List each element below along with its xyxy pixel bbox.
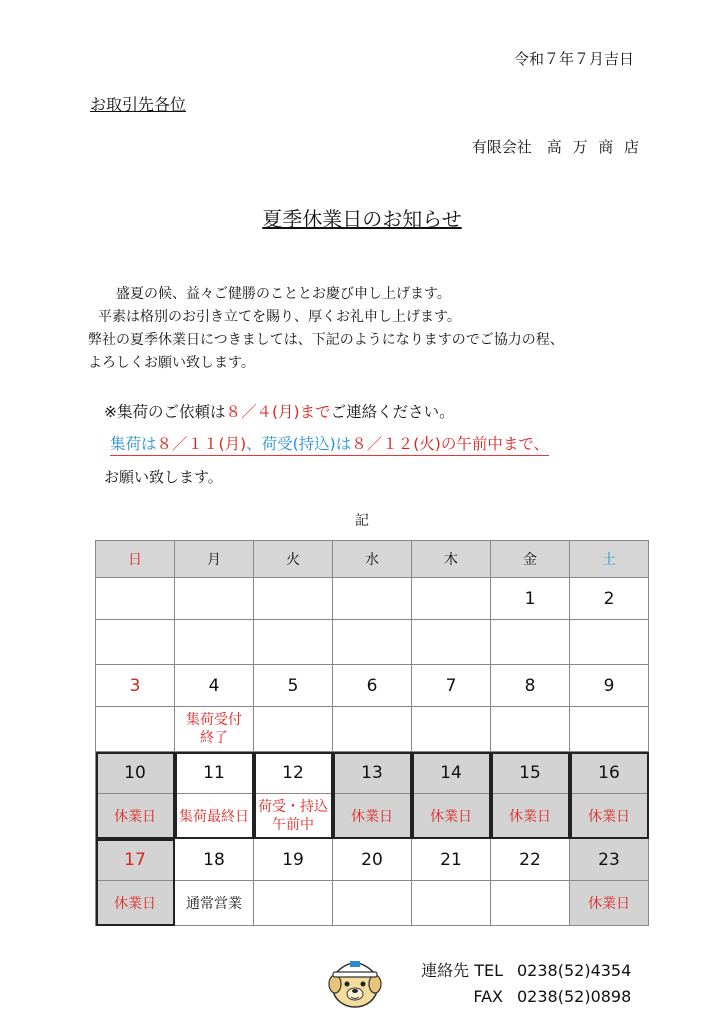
calendar-day-label [333, 620, 412, 665]
recipient: お取引先各位 [90, 95, 187, 114]
closing-note: お願い致します。 [104, 468, 223, 486]
weekday-header: 金 [491, 541, 570, 578]
calendar-day-label [412, 707, 491, 752]
calendar-day-label: 休業日 [96, 881, 175, 926]
calendar-day: 8 [491, 665, 570, 707]
calendar-day: 7 [412, 665, 491, 707]
calendar-day-label [570, 707, 649, 752]
mascot-icon [325, 950, 385, 1010]
fax-label: FAX [473, 987, 503, 1006]
calendar-day: 12 [254, 752, 333, 794]
weekday-header: 水 [333, 541, 412, 578]
calendar-day: 10 [96, 752, 175, 794]
holiday-calendar [95, 540, 649, 926]
weekday-header: 月 [175, 541, 254, 578]
calendar-day: 5 [254, 665, 333, 707]
tel-label: 連絡先 TEL [421, 961, 503, 980]
body-line: 弊社の夏季休業日につきましては、下記のようになりますのでご協力の程、 [88, 332, 564, 348]
calendar-day: 18 [175, 839, 254, 881]
note-text: 集荷は [110, 435, 157, 453]
calendar-day-label [175, 620, 254, 665]
deadline-note [104, 400, 455, 422]
note-date: ８／１１(月) [156, 435, 247, 453]
calendar-day: 23 [570, 839, 649, 881]
body-line: 盛夏の候、益々ご健勝のこととお慶び申し上げます。 [116, 286, 451, 302]
calendar-day-label [412, 881, 491, 926]
letter-date: 令和７年７月吉日 [513, 50, 634, 68]
ki-heading: 記 [355, 513, 369, 529]
weekday-header: 木 [412, 541, 491, 578]
calendar-day-label: 休業日 [333, 794, 412, 839]
calendar-day-label: 通常営業 [175, 881, 254, 926]
note-text: ご連絡ください。 [330, 403, 455, 421]
calendar-day-label [254, 794, 333, 839]
calendar-day-label: 休業日 [491, 794, 570, 839]
fax-number: 0238(52)0898 [517, 987, 632, 1006]
weekday-header: 日 [96, 541, 175, 578]
calendar-day-label [96, 707, 175, 752]
calendar-day: 2 [570, 578, 649, 620]
calendar-day-label [491, 620, 570, 665]
calendar-day-label [254, 881, 333, 926]
calendar-day-label: 休業日 [570, 881, 649, 926]
calendar-day: 16 [570, 752, 649, 794]
calendar-day: 4 [175, 665, 254, 707]
calendar-day-label [333, 881, 412, 926]
page-title: 夏季休業日のお知らせ [262, 207, 462, 231]
note-date: ８／１２(火)の午前中まで、 [351, 435, 550, 453]
body-line: よろしくお願い致します。 [88, 355, 255, 371]
calendar-day [175, 578, 254, 620]
note-text: 、荷受(持込)は [246, 435, 352, 453]
label-line: 終了 [200, 730, 228, 746]
calendar-day [96, 578, 175, 620]
calendar-day [333, 578, 412, 620]
calendar-day-label [570, 620, 649, 665]
weekday-header: 火 [254, 541, 333, 578]
calendar-day: 21 [412, 839, 491, 881]
calendar-day: 20 [333, 839, 412, 881]
label-line: 午前中 [272, 817, 314, 833]
label-line: 荷受・持込 [258, 799, 328, 815]
calendar-day-label [254, 707, 333, 752]
calendar-day: 9 [570, 665, 649, 707]
calendar-day: 15 [491, 752, 570, 794]
calendar-day [412, 578, 491, 620]
calendar-day: 13 [333, 752, 412, 794]
calendar-day-label [491, 881, 570, 926]
calendar-day: 19 [254, 839, 333, 881]
calendar-day: 1 [491, 578, 570, 620]
pickup-note [110, 432, 549, 456]
calendar-day-label: 休業日 [570, 794, 649, 839]
calendar-day-label [333, 707, 412, 752]
note-text: ※集荷のご依頼は [104, 403, 226, 421]
calendar-day-label: 集荷最終日 [175, 794, 254, 839]
calendar-day-label [412, 620, 491, 665]
calendar-day-label [254, 620, 333, 665]
calendar-day: 6 [333, 665, 412, 707]
calendar-day-label: 休業日 [96, 794, 175, 839]
label-line: 集荷受付 [186, 712, 242, 728]
calendar-day-label [96, 620, 175, 665]
calendar-day-label [491, 707, 570, 752]
contact-info [395, 958, 631, 1010]
company-name: 有限会社 高 万 商 店 [471, 138, 639, 156]
calendar-day-label: 休業日 [412, 794, 491, 839]
calendar-day: 22 [491, 839, 570, 881]
calendar-day: 11 [175, 752, 254, 794]
tel-number: 0238(52)4354 [517, 961, 632, 980]
calendar-day: 14 [412, 752, 491, 794]
mascot-logo [325, 950, 385, 1010]
letter-body [88, 283, 564, 375]
body-line: 平素は格別のお引き立てを賜り、厚くお礼申し上げます。 [98, 309, 461, 325]
weekday-header: 土 [570, 541, 649, 578]
note-deadline: ８／４(月)まで [225, 403, 331, 421]
calendar-day: 17 [96, 839, 175, 881]
calendar-day [254, 578, 333, 620]
calendar-day: 3 [96, 665, 175, 707]
calendar-day-label [175, 707, 254, 752]
